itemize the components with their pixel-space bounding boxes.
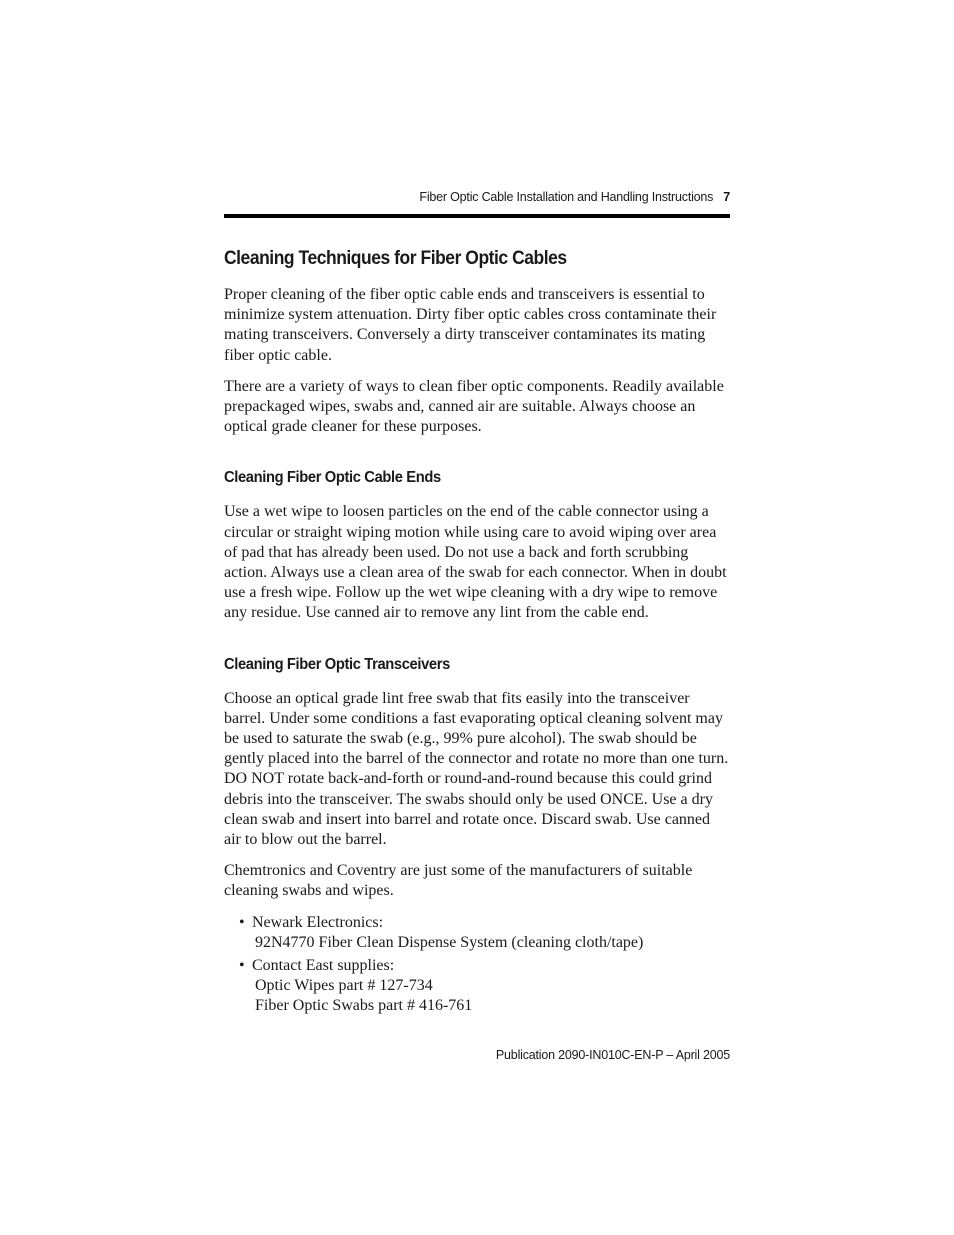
section-heading-cable-ends: Cleaning Fiber Optic Cable Ends xyxy=(224,469,441,487)
bullet-icon: • xyxy=(239,913,245,931)
transceivers-paragraph-1: Choose an optical grade lint free swab that fits easily into the transceiver barrel. Under some conditions a fast evaporating optical cleaning solvent may be used to saturate the swab (e.g., 99% pure alcohol). The swab should be gently placed into the barrel of the connector and rotate no more than one turn. DO NOT rotate back-and-forth or round-and-round because this could grind debris into the transceiver. The swabs should only be used ONCE. Use a dry clean swab and insert into barrel and rotate once. Discard swab. Use canned air to blow out the barrel. xyxy=(224,689,729,849)
running-title: Fiber Optic Cable Installation and Handling Instructions xyxy=(419,190,714,204)
header-rule xyxy=(224,214,730,218)
supplier-item: Fiber Optic Swabs part # 416-761 xyxy=(255,997,473,1015)
supplier-name: Newark Electronics: xyxy=(252,913,384,931)
list-item xyxy=(239,913,730,953)
publication-footer: Publication 2090-IN010C-EN-P – April 2005 xyxy=(495,1048,730,1062)
supplier-item: Optic Wipes part # 127-734 xyxy=(255,977,433,995)
page-number: 7 xyxy=(723,190,730,204)
intro-paragraph-2: There are a variety of ways to clean fiber optic components. Readily available prepackaged wipes, swabs and, canned air are suitable. Always choose an optical grade cleaner for these purposes. xyxy=(224,377,724,436)
running-header xyxy=(224,190,730,210)
cable-ends-paragraph: Use a wet wipe to loosen particles on the end of the cable connector using a circular or straight wiping motion while using care to avoid wiping over area of pad that has already been used. Do not use a back and forth scrubbing action. Always use a clean area of the swab for each connector. When in doubt use a fresh wipe. Follow up the wet wipe cleaning with a dry wipe to remove any residue. Use canned air to remove any lint from the cable end. xyxy=(224,503,727,622)
transceivers-paragraph-2: Chemtronics and Coventry are just some of the manufacturers of suitable cleaning swabs and wipes. xyxy=(224,862,693,900)
supplier-item: 92N4770 Fiber Clean Dispense System (cleaning cloth/tape) xyxy=(255,933,644,951)
supplier-list xyxy=(239,913,730,1017)
list-item xyxy=(239,956,730,1017)
bullet-icon: • xyxy=(239,957,245,975)
supplier-name: Contact East supplies: xyxy=(252,957,395,975)
main-content xyxy=(224,246,730,1020)
page-title: Cleaning Techniques for Fiber Optic Cables xyxy=(224,248,567,269)
intro-paragraph-1: Proper cleaning of the fiber optic cable ends and transceivers is essential to minimize system attenuation. Dirty fiber optic cables cross contaminate their mating transceivers. Conversely a dirty transceiver contaminates its mating fiber optic cable. xyxy=(224,286,717,364)
section-heading-transceivers: Cleaning Fiber Optic Transceivers xyxy=(224,655,450,673)
